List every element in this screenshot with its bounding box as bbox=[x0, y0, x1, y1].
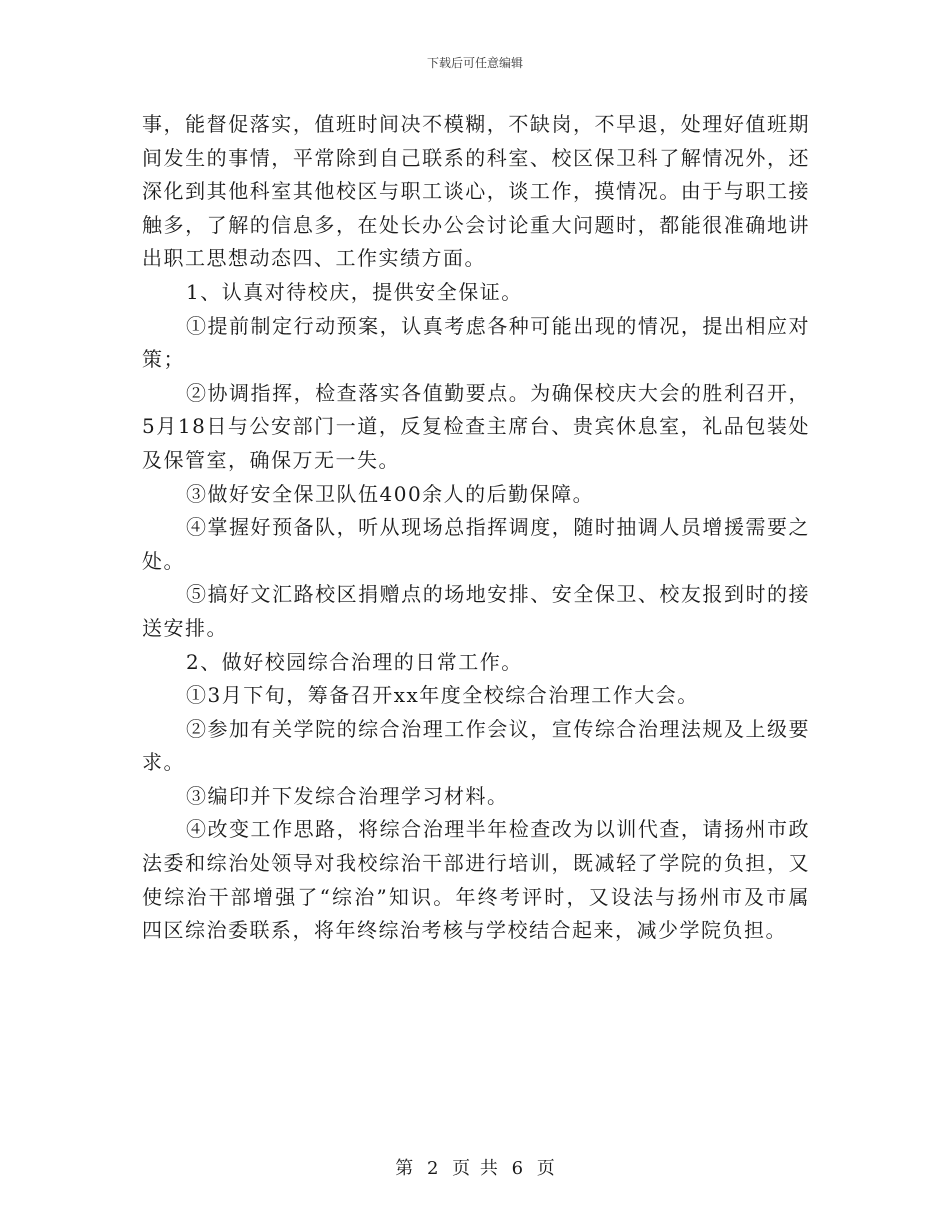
page-footer bbox=[0, 1154, 950, 1180]
paragraph: ③编印并下发综合治理学习材料。 bbox=[186, 783, 509, 808]
footer-suffix: 页 bbox=[536, 1158, 555, 1179]
current-page-number: 2 bbox=[426, 1158, 439, 1179]
paragraph: ④改变工作思路，将综合治理半年检查改为以训代查，请扬州市政法委和综治处领导对我校综治干部进行培训，既减轻了学院的负担，又使综治干部增强了“综治”知识。年终考评时，又设法与扬州市及市属四区综治委联系，将年终综治考核与学校结合起来，减少学院负担。 bbox=[142, 817, 810, 943]
footer-middle: 页 共 bbox=[452, 1158, 498, 1179]
paragraph: ③做好安全保卫队伍400余人的后勤保障。 bbox=[186, 481, 595, 506]
paragraph: ①提前制定行动预案，认真考虑各种可能出现的情况，提出相应对策； bbox=[142, 313, 810, 372]
paragraph: ④掌握好预备队，听从现场总指挥调度，随时抽调人员增援需要之处。 bbox=[142, 515, 810, 573]
paragraph: 1、认真对待校庆，提供安全保证。 bbox=[186, 279, 523, 304]
document-body bbox=[142, 108, 810, 948]
total-page-count: 6 bbox=[511, 1158, 524, 1179]
paragraph: 事，能督促落实，值班时间决不模糊，不缺岗，不早退，处理好值班期间发生的事情，平常除到自己联系的科室、校区保卫科了解情况外，还深化到其他科室其他校区与职工谈心，谈工作，摸情况。由于与职工接触多，了解的信息多，在处长办公会讨论重大问题时，都能很准确地讲出职工思想动态四、工作实绩方面。 bbox=[142, 112, 810, 271]
paragraph: 2、做好校园综合治理的日常工作。 bbox=[186, 649, 523, 674]
paragraph: ①3月下旬，筹备召开xx年度全校综合治理工作大会。 bbox=[186, 683, 699, 708]
paragraph: ⑤搞好文汇路校区捐赠点的场地安排、安全保卫、校友报到时的接送安排。 bbox=[142, 582, 810, 640]
footer-prefix: 第 bbox=[395, 1158, 414, 1179]
paragraph: ②协调指挥，检查落实各值勤要点。为确保校庆大会的胜利召开，5月18日与公安部门一道，反复检查主席台、贵宾休息室，礼品包装处及保管室，确保万无一失。 bbox=[142, 380, 810, 472]
page-header: 下载后可任意编辑 bbox=[426, 56, 523, 70]
paragraph: ②参加有关学院的综合治理工作会议，宣传综合治理法规及上级要求。 bbox=[142, 716, 810, 775]
